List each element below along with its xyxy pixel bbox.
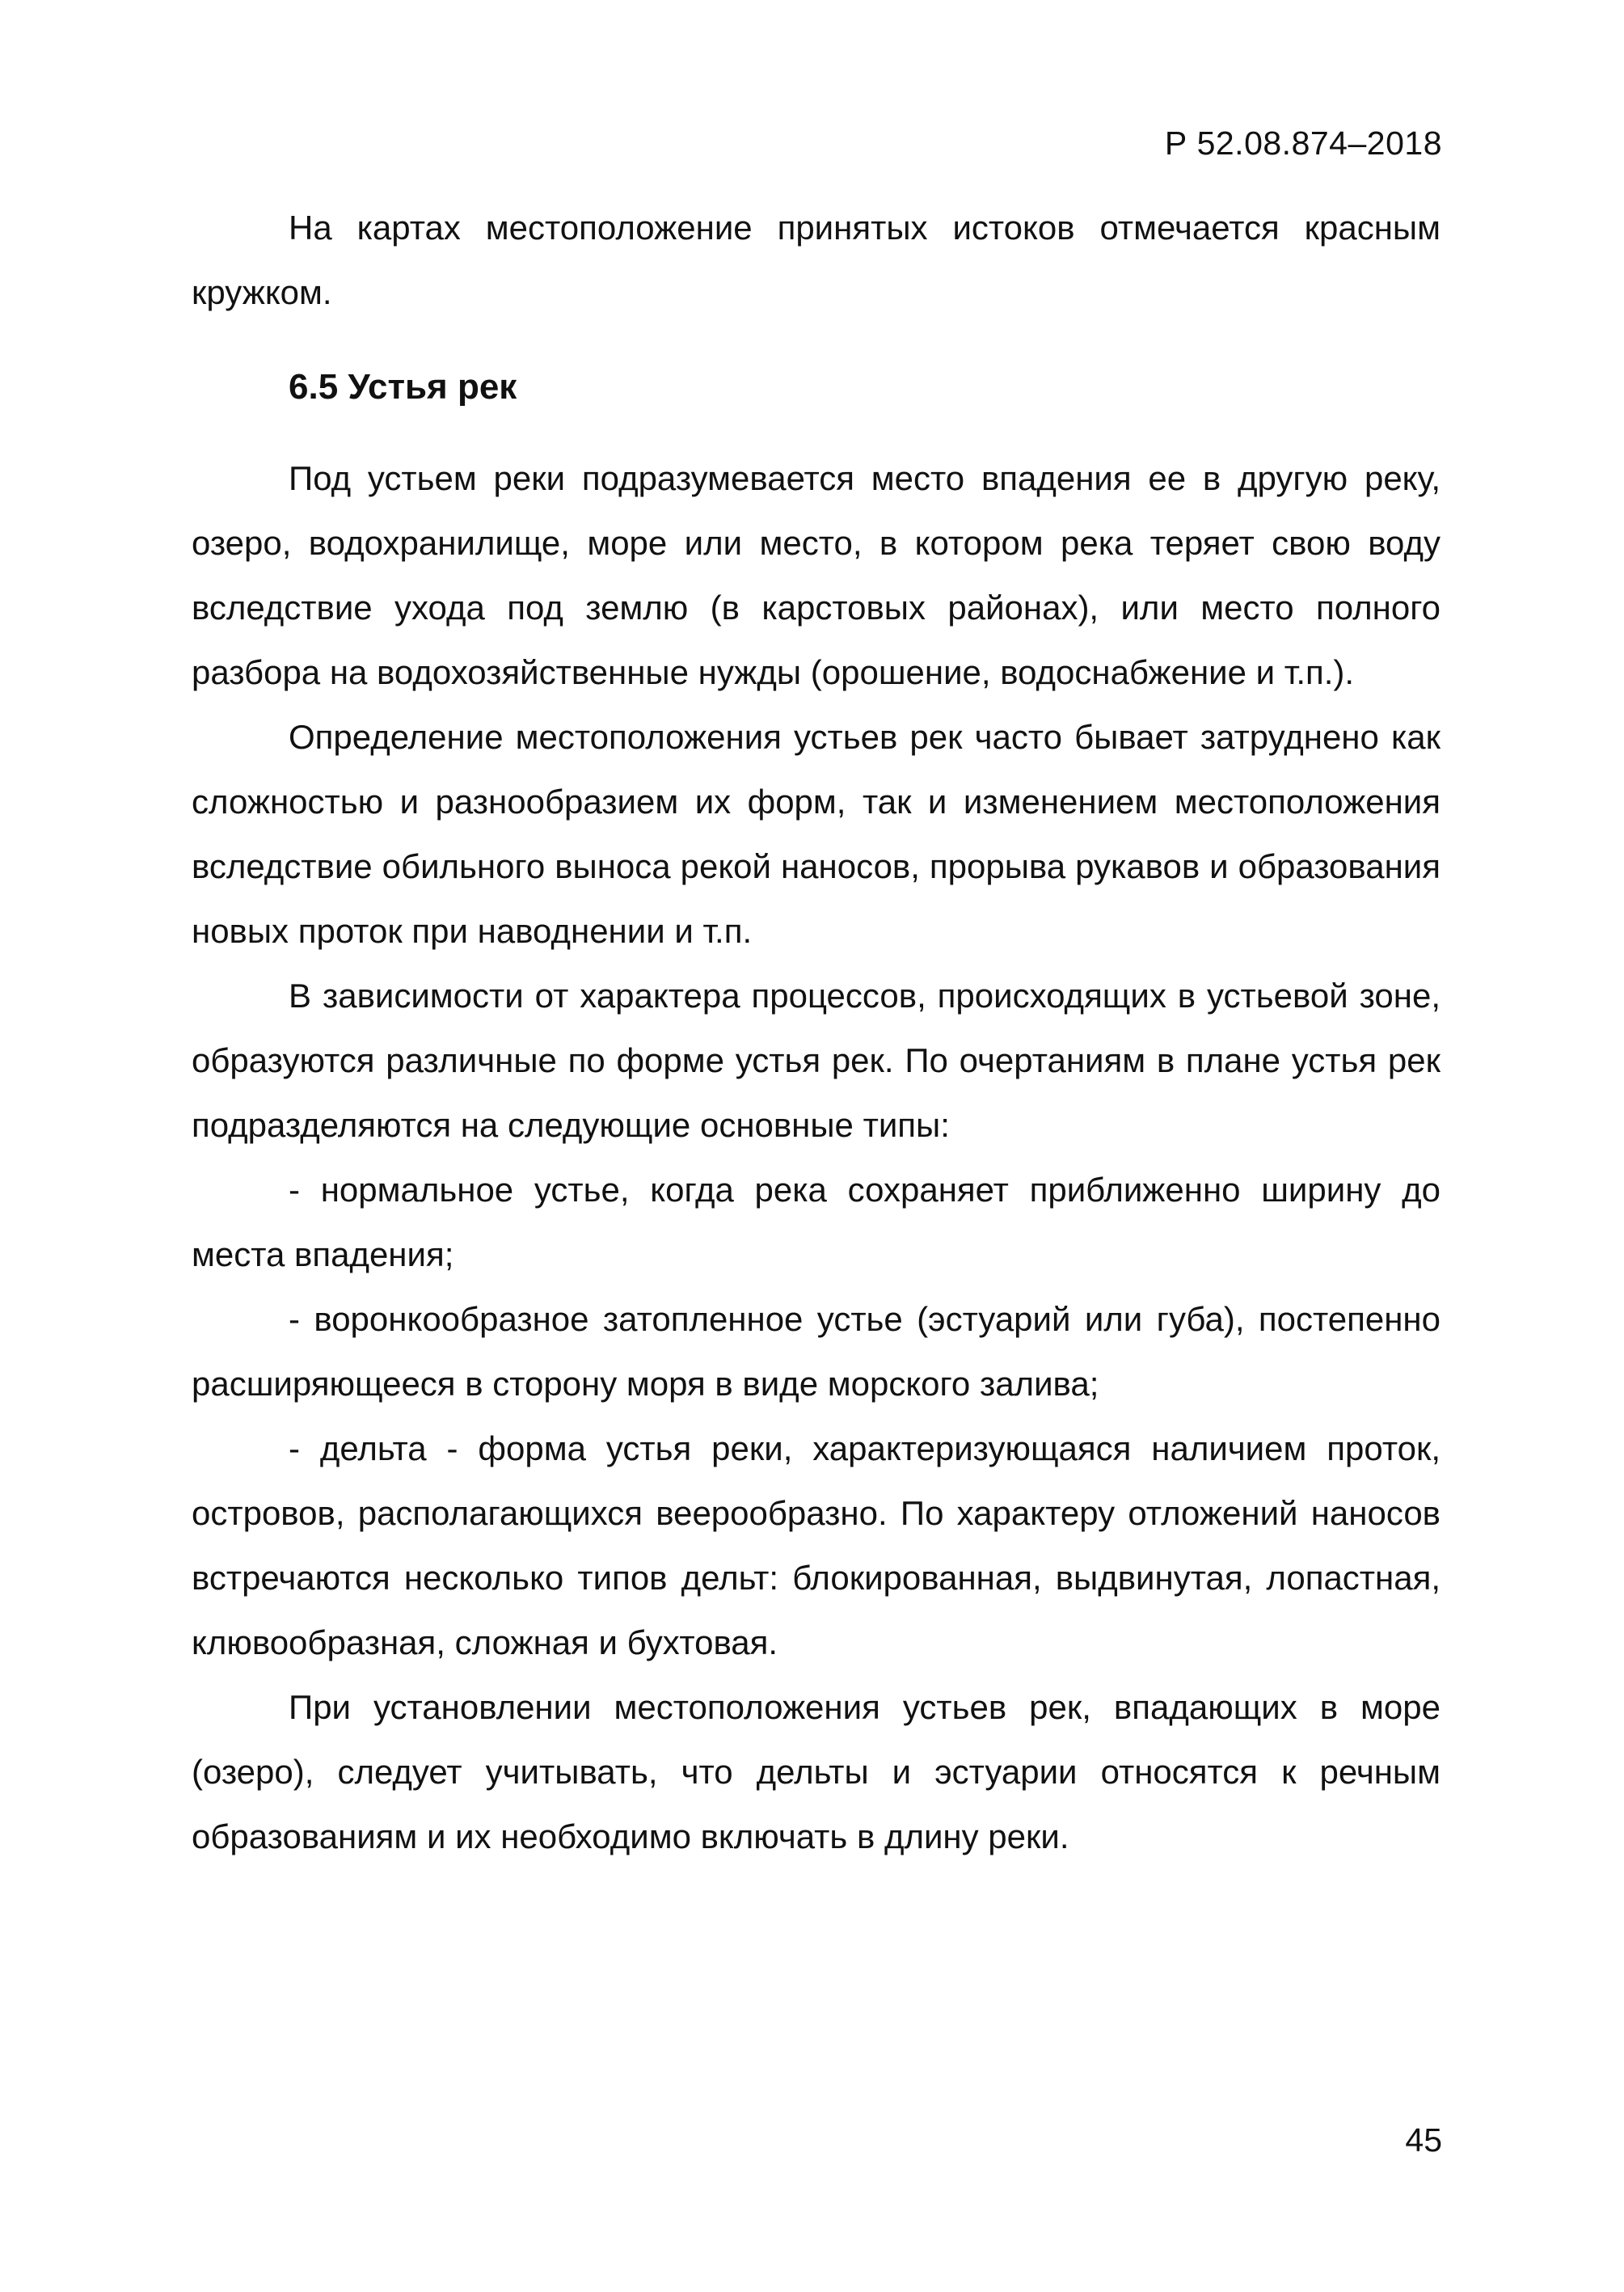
page-body [192, 196, 1441, 1869]
page-number: 45 [1405, 2121, 1442, 2159]
paragraph-mouth-types-intro: В зависимости от характера процессов, происходящих в устьевой зоне, образуются различные по форме устья рек. По очертаниям в плане устья рек подразделяются на следующие основные типы: [192, 977, 1441, 1144]
closing-paragraph: При установлении местоположения устьев рек, впадающих в море (озеро), следует учитывать, что дельты и эстуарии относятся к речным образованиям и их необходимо включать в длину реки. [192, 1688, 1441, 1855]
list-item-estuary: - воронкообразное затопленное устье (эстуарий или губа), постепенно расширяющееся в сторону моря в виде морского залива; [192, 1300, 1441, 1403]
document-code: Р 52.08.874–2018 [1164, 125, 1442, 162]
list-item-delta: - дельта - форма устья реки, характеризующаяся наличием проток, островов, располагающихся веерообразно. По характеру отложений наносов встречаются несколько типов дельт: блокированная, выдвинутая, лопастная, клювообразная, сложная и бухтовая. [192, 1429, 1441, 1661]
paragraph-river-mouth-definition: Под устьем реки подразумевается место впадения ее в другую реку, озеро, водохранилище, море или место, в котором река теряет свою воду вследствие ухода под землю (в карстовых районах), или место полного разбора на водохозяйственные нужды (орошение, водоснабжение и т.п.). [192, 459, 1441, 691]
section-heading: 6.5 Устья рек [289, 367, 517, 407]
paragraph-mouth-location-difficulty: Определение местоположения устьев рек часто бывает затруднено как сложностью и разнообразием их форм, так и изменением местоположения вследствие обильного выноса рекой наносов, прорыва рукавов и образования новых проток при наводнении и т.п. [192, 718, 1441, 950]
intro-paragraph: На картах местоположение принятых истоков отмечается красным кружком. [192, 209, 1441, 311]
list-item-normal-mouth: - нормальное устье, когда река сохраняет приближенно ширину до места впадения; [192, 1171, 1441, 1273]
